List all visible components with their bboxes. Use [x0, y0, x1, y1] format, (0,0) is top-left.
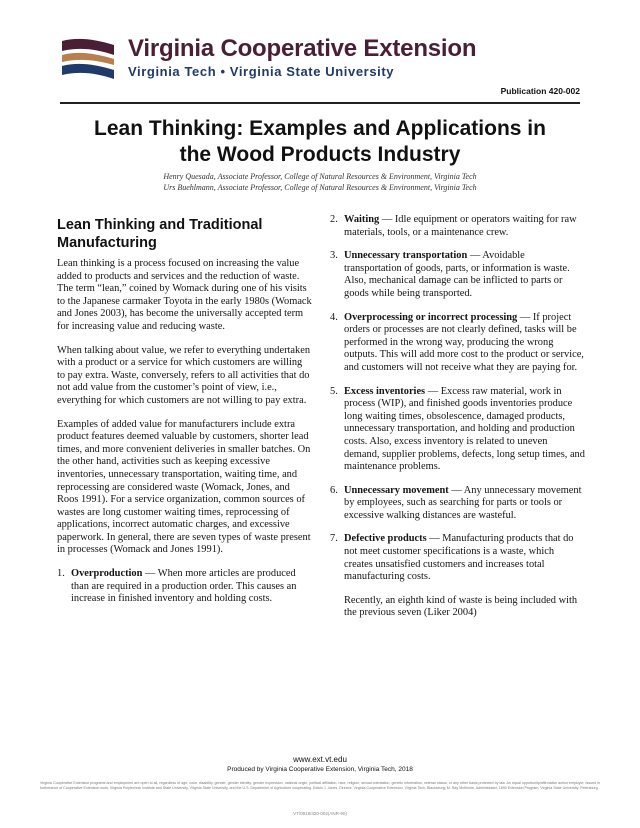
list-number: 3.: [330, 250, 338, 262]
list-text: — Manufacturing products that do not meet customer specifications is a waste, which creates unsatisfied customers and increases total manufacturing costs.: [344, 533, 574, 583]
author-list: [40, 171, 600, 193]
section-heading: Lean Thinking and Traditional Manufacturing: [57, 217, 263, 251]
publication-bar: [60, 84, 580, 104]
list-term: Defective products: [344, 533, 427, 545]
list-item: [330, 250, 585, 300]
footer-produced-by: Produced by Virginia Cooperative Extension, Virginia Tech, 2018: [227, 766, 413, 773]
list-text: — Any unnecessary movement by employees, such as searching for parts or tools or excessive walking distances are wasteful.: [344, 484, 582, 521]
list-item: [57, 568, 312, 606]
list-item: [330, 386, 585, 474]
vce-logo[interactable]: [60, 33, 477, 85]
list-item: [330, 533, 585, 583]
list-term: Overproduction: [71, 568, 143, 580]
footer: [60, 755, 580, 774]
list-term: Unnecessary transportation: [344, 250, 468, 262]
list-item: [330, 312, 585, 375]
list-number: 2.: [330, 214, 338, 225]
author-line: Henry Quesada, Associate Professor, College of Natural Resources & Environment, Virginia Tech: [163, 172, 477, 181]
list-number: 1.: [57, 568, 65, 580]
body-paragraph: Recently, an eighth kind of waste is being included with the previous seven (Liker 2004): [344, 594, 578, 619]
right-column: [330, 214, 585, 631]
title-line-1: Lean Thinking: Examples and Applications in: [94, 117, 546, 140]
list-text: — Avoidable transportation of goods, parts, or information is waste. Also, mechanical damage can be inflicted to parts or goods while being transported.: [344, 250, 570, 299]
body-paragraph: When talking about value, we refer to everything undertaken with a product or a service for which customers are willing to pay extra. Waste, conversely, refers to all activities that do not add value from the customer’s point of view, i.e., everything for which customers are not willing to pay extra.: [57, 344, 311, 406]
list-term: Overprocessing or incorrect processing: [344, 311, 518, 323]
list-text: — Excess raw material, work in process (WIP), and finished goods inventories produce long waiting times, obsolescence, damaged products, unnecessary transportation, and holding and production costs. Also, excess inventory is related to uneven demand, supplier problems, defects, long setup times, and maintenance problems.: [344, 385, 585, 473]
vce-logo-mark-icon: [60, 35, 116, 81]
author-line: Urs Buehlmann, Associate Professor, College of Natural Resources & Environment, Virginia Tech: [163, 183, 477, 192]
list-text: — If project orders or processes are not clearly defined, tasks will be performed in the wrong way, producing the wrong outputs. This will add more cost to the product or service, and customers will not receive what they are paying for.: [344, 311, 584, 373]
body-paragraph: Examples of added value for manufacturers include extra product features deemed valuable by customers, shorter lead times, and more convenient deliveries in smaller batches. On the other hand, activities such as keeping excessive inventories, unnecessary transportation, waiting time, and reprocessing are considered waste (Womack, Jones, and Roos 1991). For a service organization, common sources of wastes are long customer waiting times, reprocessing of applications, incorrect automatic charges, and excessive paperwork. In general, there are seven types of waste present in processes (Womack and Jones 1991).: [57, 418, 311, 556]
list-number: 5.: [330, 385, 338, 397]
title-line-2: the Wood Products Industry: [179, 143, 461, 166]
list-number: 6.: [330, 484, 338, 496]
list-text: — When more articles are produced than are required in a production order. This causes an increase in finished inventory and holding costs.: [71, 568, 297, 605]
brand-title: Virginia Cooperative Extension: [128, 35, 477, 62]
publication-number: Publication 420-002: [500, 86, 580, 96]
list-number: 4.: [330, 311, 338, 323]
footer-url-link[interactable]: www.ext.vt.edu: [293, 755, 347, 764]
list-term: Waiting: [344, 214, 380, 225]
footer-code: VT/0918/420-002(ANR-90): [293, 811, 347, 816]
left-column: [57, 214, 312, 617]
list-number: 7.: [330, 533, 338, 545]
footer-fine-print: Virginia Cooperative Extension programs and employment are open to all, regardless of age, color, disability, gender, gender identity, gender expression, national origin, political affiliation, race, religion, sexual orientation, genetic information, veteran status, or any other basis protected by law. An equal opportunity/affirmative action employer. Issued in furtherance of Cooperative Extension work, Virginia Polytechnic Institute and State University, Virginia State University, and the U.S. Department of Agriculture cooperating. Edwin J. Jones, Director, Virginia Cooperative Extension, Virginia Tech, Blacksburg; M. Ray McKinnie, Administrator, 1890 Extension Program, Virginia State University, Petersburg.: [40, 781, 600, 790]
body-paragraph: Lean thinking is a process focused on increasing the value added to products and services and the reduction of waste. The term “lean,” coined by Womack during one of his visits to the Japanese carmaker Toyota in the early 1980s (Womack and Jones 2003), has become the universally accepted term for increasing value and reducing waste.: [57, 258, 312, 332]
list-term: Excess inventories: [344, 385, 426, 397]
list-item: [330, 485, 585, 523]
list-item: [330, 214, 585, 239]
brand-subtitle: Virginia Tech • Virginia State University: [128, 64, 395, 79]
list-text: — Idle equipment or operators waiting for raw materials, tools, or a maintenance crew.: [344, 214, 577, 238]
list-term: Unnecessary movement: [344, 484, 449, 496]
document-title: [40, 116, 600, 168]
